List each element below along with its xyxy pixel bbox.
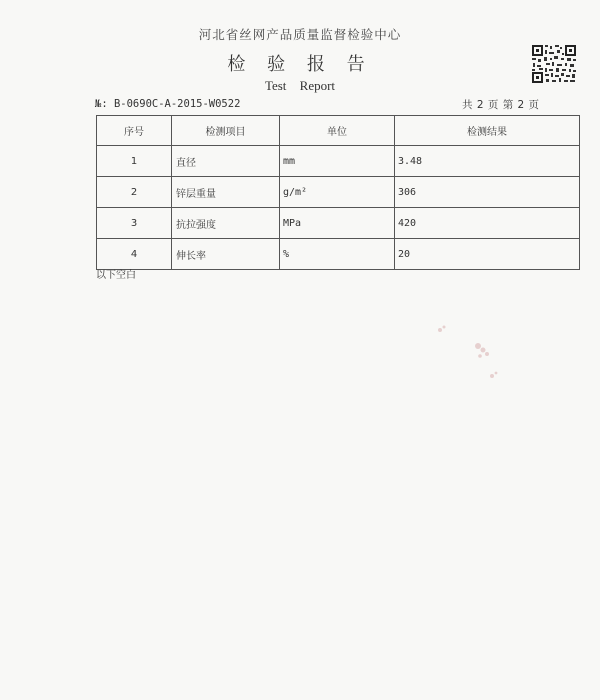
header-unit: 单位 xyxy=(280,116,395,146)
row-result: 20 xyxy=(395,239,580,270)
row-test-item: 抗拉强度 xyxy=(172,208,280,239)
qr-code-icon xyxy=(531,44,577,84)
blank-below-note: 以下空白 xyxy=(96,270,136,281)
row-result: 3.48 xyxy=(395,146,580,177)
row-serial-no: 4 xyxy=(97,239,172,270)
row-result: 420 xyxy=(395,208,580,239)
table-row xyxy=(97,239,580,270)
row-unit: % xyxy=(280,239,395,270)
table-row xyxy=(97,177,580,208)
organization-name: 河北省丝网产品质量监督检验中心 xyxy=(198,27,402,42)
report-title-en: Test Report xyxy=(264,78,336,93)
row-test-item: 锌层重量 xyxy=(172,177,280,208)
report-number: №: B-0690C-A-2015-W0522 xyxy=(95,98,241,110)
row-unit: MPa xyxy=(280,208,395,239)
row-result: 306 xyxy=(395,177,580,208)
report-title-cn: 检 验 报 告 xyxy=(227,54,373,75)
row-test-item: 伸长率 xyxy=(172,239,280,270)
header-test-item: 检测项目 xyxy=(172,116,280,146)
header-result: 检测结果 xyxy=(395,116,580,146)
row-test-item: 直径 xyxy=(172,146,280,177)
page-count: 共 2 页 第 2 页 xyxy=(462,99,540,111)
row-unit: g/m² xyxy=(280,177,395,208)
row-serial-no: 2 xyxy=(97,177,172,208)
table-header-row xyxy=(97,116,580,146)
results-table xyxy=(96,115,580,270)
header-serial-no: 序号 xyxy=(97,116,172,146)
table-row xyxy=(97,208,580,239)
stamp-smudge xyxy=(430,318,510,388)
row-serial-no: 3 xyxy=(97,208,172,239)
table-row xyxy=(97,146,580,177)
row-unit: mm xyxy=(280,146,395,177)
row-serial-no: 1 xyxy=(97,146,172,177)
